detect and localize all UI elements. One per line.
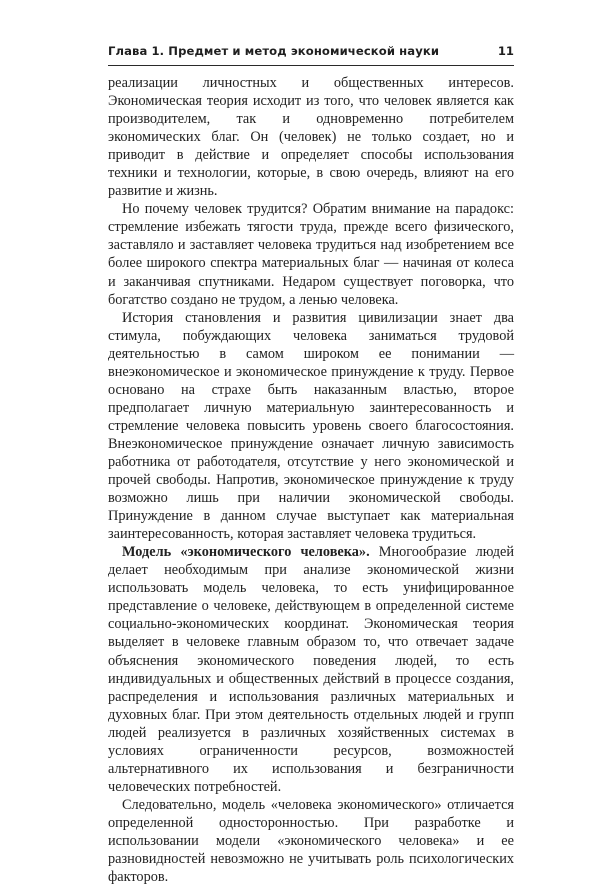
paragraph-stimuli: История становления и развития цивилизации знает два стимула, побуждающих человека заниматься трудовой деятельностью в самом широком ее понимании — внеэкономическое и экономическое принуждение к труду. Первое основано на страхе быть наказанным властью, второе предполагает личную материальную заинтересованность и стремление человека повысить уровень своего благосостояния. Внеэкономическое принуждение означает личную зависимость работника от работодателя, отсутствие у него экономической и прочей свободы. Напротив, экономическое принуждение к труду возможно лишь при наличии экономической свободы. Принуждение в данном случае выступает как материальная заинтересованность, которая заставляет человека трудиться.	[108, 309, 514, 543]
paragraph-body: Многообразие людей делает необходимым при анализе экономической жизни использовать модель человека, то есть унифицированное представление о человеке, действующем в определенной системе социально-экономических координат. Экономическая теория выделяет в человеке главным образом то, что отвечает задаче объяснения экономического поведения людей, то есть индивидуальных и общественных действий в процессе создания, распределения и использования различных материальных и духовных благ. При этом деятельность отдельных людей и групп людей реализуется в различных хозяйственных системах в условиях ограниченности ресурсов, возможностей альтернативного их использования и безграничности человеческих потребностей.	[108, 544, 514, 795]
running-title: Глава 1. Предмет и метод экономической науки	[108, 44, 440, 58]
paragraph-economic-man-model	[108, 543, 514, 796]
paragraph-continued: реализации личностных и общественных интересов. Экономическая теория исходит из того, что человек является как производителем, так и одновременно потребителем экономических благ. Он (человек) не только создает, но и приводит в действие и определяет способы использования техники и технологии, которые, в свою очередь, влияют на его развитие и жизнь.	[108, 75, 514, 200]
body-text	[108, 74, 514, 886]
header-rule	[108, 65, 514, 66]
paragraph-conclusion: Следовательно, модель «человека экономического» отличается определенной односторонностью. При разработке и использовании модели «экономического человека» и ее разновидностей невозможно не учитывать роль психологических факторов.	[108, 796, 514, 886]
paragraph-lead-term: Модель «экономического человека».	[122, 544, 370, 561]
page-number: 11	[497, 44, 514, 58]
running-head	[108, 44, 514, 64]
paragraph-paradox: Но почему человек трудится? Обратим внимание на парадокс: стремление избежать тягости труда, прежде всего физического, заставляло и заставляет человека трудиться над изобретением все более широкого спектра материальных благ — начиная от колеса и заканчивая спутниками. Недаром существует поговорка, что богатство создано не трудом, а ленью человека.	[108, 201, 514, 308]
